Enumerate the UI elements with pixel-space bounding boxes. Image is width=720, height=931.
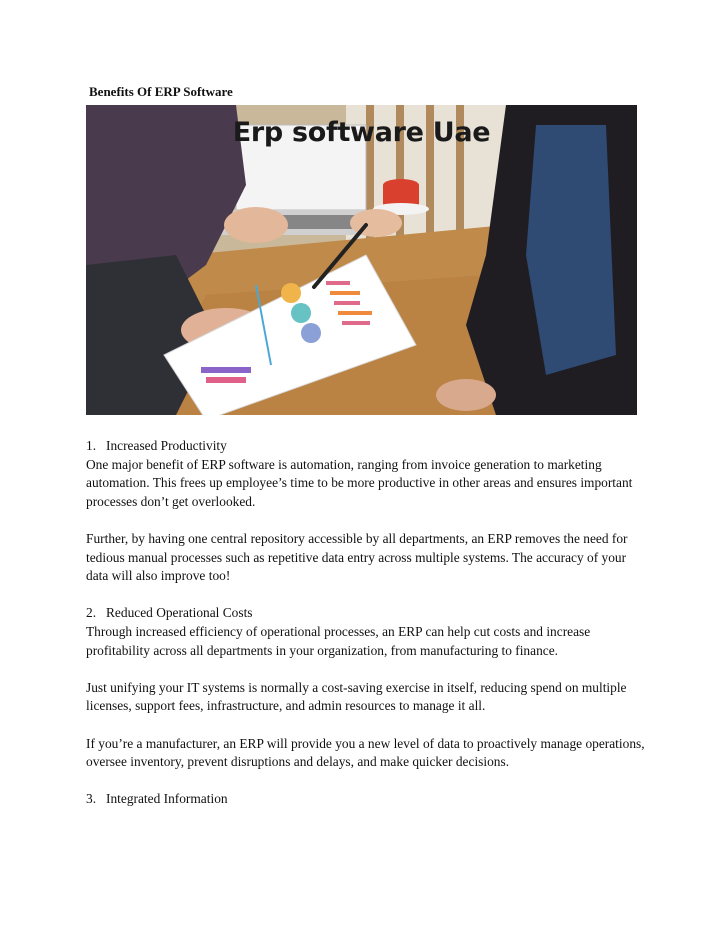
page-heading: Benefits Of ERP Software: [89, 84, 233, 99]
article-body: [86, 437, 646, 809]
meeting-photo-illustration: [86, 105, 637, 415]
hero-caption: Erp software Uae: [232, 117, 491, 148]
paragraph: Just unifying your IT systems is normally a cost-saving exercise in itself, reducing spend on multiple licenses, support fees, infrastructure, and admin resources to manage it all.: [86, 679, 627, 714]
paragraph: One major benefit of ERP software is automation, ranging from invoice generation to marketing automation. This frees up employee’s time to be more productive in other areas and ensures important processes don’t get overlooked.: [86, 456, 633, 509]
paragraph: Through increased efficiency of operational processes, an ERP can help cut costs and increase profitability across all departments in your organization, from manufacturing to finance.: [86, 623, 591, 658]
hero-image: [86, 105, 637, 415]
paragraph: If you’re a manufacturer, an ERP will provide you a new level of data to proactively manage operations, oversee inventory, prevent disruptions and delays, and make quicker decisions.: [86, 735, 645, 770]
paragraph: Further, by having one central repository accessible by all departments, an ERP removes the need for tedious manual processes such as repetitive data entry across multiple systems. The accuracy of your data will also improve too!: [86, 530, 628, 584]
section-heading-1: 1. Increased Productivity: [86, 438, 227, 453]
section-heading-3: 3. Integrated Information: [86, 791, 228, 807]
section-heading-2: 2. Reduced Operational Costs: [86, 605, 253, 621]
